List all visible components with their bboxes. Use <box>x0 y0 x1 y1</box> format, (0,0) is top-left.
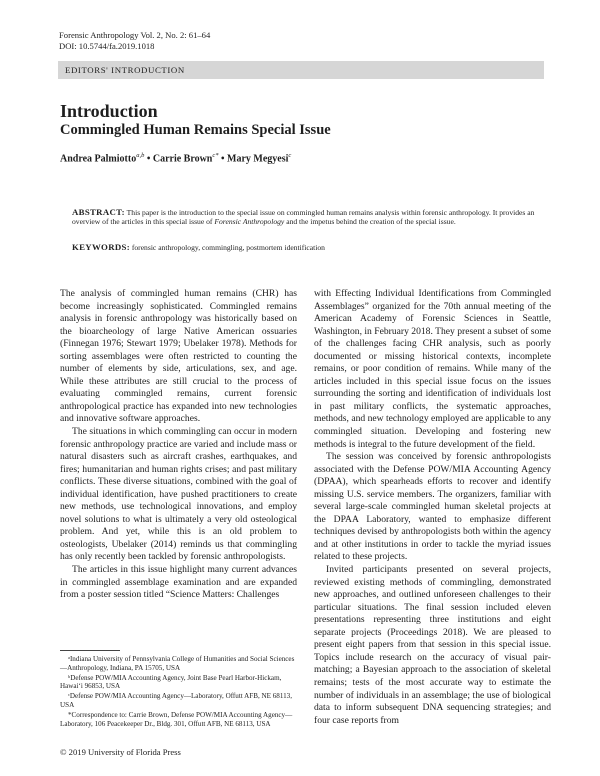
footnote-rule <box>60 650 120 651</box>
copyright: © 2019 University of Florida Press <box>60 747 181 757</box>
author-separator: • <box>218 153 228 165</box>
abstract-label: ABSTRACT: <box>72 207 125 217</box>
body-paragraph: with Effecting Individual Identifications from Commingled Assemblages” organized for the 70th annual meeting of the American Academy of Forensic Sciences in Seattle, Washington, in February 2018. They present a subset of some of the challenges facing CHR analysis, such as poorly documented or missing historical contexts, incomplete remains, or poor condition of remains. While many of the articles included in this special issue focus on the issues surrounding the sorting and identification of individuals lost in past military conflicts, the systematic approaches, methods, and new technology employed are applicable to any commingled situation. Developing and fostering new methods is integral to the future development of the field. <box>314 288 551 450</box>
author-name: Mary Megyesi <box>227 153 289 165</box>
keywords <box>72 242 325 252</box>
article-title: Introduction <box>60 101 158 121</box>
doi: DOI: 10.5744/fa.2019.1018 <box>59 41 155 51</box>
section-label: EDITORS' INTRODUCTION <box>65 64 185 75</box>
journal-header <box>59 30 210 52</box>
footnote: ᶜDefense POW/MIA Accounting Agency—Laboratory, Offutt AFB, NE 68113, USA <box>60 692 292 709</box>
footnotes <box>60 655 297 728</box>
body-paragraph: The analysis of commingled human remains (CHR) has become increasingly sophisticated. Commingled remains analysis in forensic anthropology was historically based on the bioarcheology of large Native American ossuaries (Finnegan 1976; Stewart 1979; Ubelaker 1978). Methods for sorting assemblages were often restricted to counting the number of elements by side, articulations, sex, and age. While these attributes are still crucial to the process of evaluating commingled remains, current forensic anthropological practice has expanded into new technologies and innovative software approaches. <box>60 288 297 425</box>
author-affiliation: c <box>288 152 292 159</box>
footnote: ᵃIndiana University of Pennsylvania College of Humanities and Social Sciences—Anthropology, Indiana, PA 15705, USA <box>60 655 295 672</box>
author-name: Andrea Palmiotto <box>60 153 137 165</box>
author-list <box>60 152 291 164</box>
body-paragraph: The articles in this issue highlight many current advances in commingled assemblage examination and are expanded from a poster session titled “Science Matters: Challenges <box>60 564 297 601</box>
footnote: *Correspondence to: Carrie Brown, Defense POW/MIA Accounting Agency—Laboratory, 106 Peacekeeper Dr., Bldg. 301, Offutt AFB, NE 68113, USA <box>60 710 293 728</box>
author-affiliation: c* <box>212 152 219 159</box>
keywords-label: KEYWORDS: <box>72 242 130 252</box>
body-column-left <box>60 288 297 602</box>
section-band <box>58 61 544 79</box>
body-paragraph: The session was conceived by forensic anthropologists associated with the Defense POW/MIA Accounting Agency (DPAA), which spearheads efforts to recover and identify missing U.S. service members. The organizers, familiar with several large-scale commingled human skeletal projects at the DPAA Laboratory, wanted to emphasize different techniques devised by anthropologists both within the agency and at other institutions in order to tackle the myriad issues related to these projects. <box>314 451 551 563</box>
abstract-text: This paper is the introduction to the special issue on commingled human remains analysis within forensic anthropology. It provides an overview of the articles in this special issue of <box>72 208 535 227</box>
author-separator: • <box>144 153 153 165</box>
abstract-text-end: and the impetus behind the creation of the special issue. <box>284 217 456 227</box>
author-affiliation: a,b <box>136 152 145 159</box>
body-column-right <box>314 288 551 727</box>
body-paragraph: Invited participants presented on several projects, reviewed existing methods of commingling, demonstrated new approaches, and outlined unforeseen challenges to their particular situations. The final session included eleven presentations representing three institutions and eight separate projects (Proceedings 2018). We are pleased to present eight papers from that session in this special issue. Topics include research on the accuracy of visual pair-matching; a Bayesian approach to the association of skeletal remains; tests of the most accurate way to estimate the number of individuals in an assemblage; the use of biological data to inform subsequent DNA sequencing strategies; and four case reports from <box>314 564 551 726</box>
abstract <box>72 208 550 227</box>
article-subtitle: Commingled Human Remains Special Issue <box>60 122 331 138</box>
author-name: Carrie Brown <box>152 153 213 165</box>
abstract-journal-name: Forensic Anthropology <box>214 217 285 227</box>
journal-citation: Forensic Anthropology Vol. 2, No. 2: 61–64 <box>59 30 211 40</box>
keywords-text: forensic anthropology, commingling, postmortem identification <box>129 243 325 252</box>
body-paragraph: The situations in which commingling can occur in modern forensic anthropology practice are varied and include mass or natural disasters such as aircraft crashes, earthquakes, and fires; humanitarian and human rights crises; and past military conflicts. These diverse situations, combined with the goal of individual identification, have pushed practitioners to create new methods, use technological innovations, and employ novel solutions to what is ultimately a very old osteological problem. And yet, while this is an old problem to osteologists, Ubelaker (2014) reminds us that commingling has only recently been tackled by forensic anthropologists. <box>60 426 297 563</box>
footnote: ᵇDefense POW/MIA Accounting Agency, Joint Base Pearl Harbor-Hickam, Hawai‘i 96853, USA <box>60 673 282 691</box>
